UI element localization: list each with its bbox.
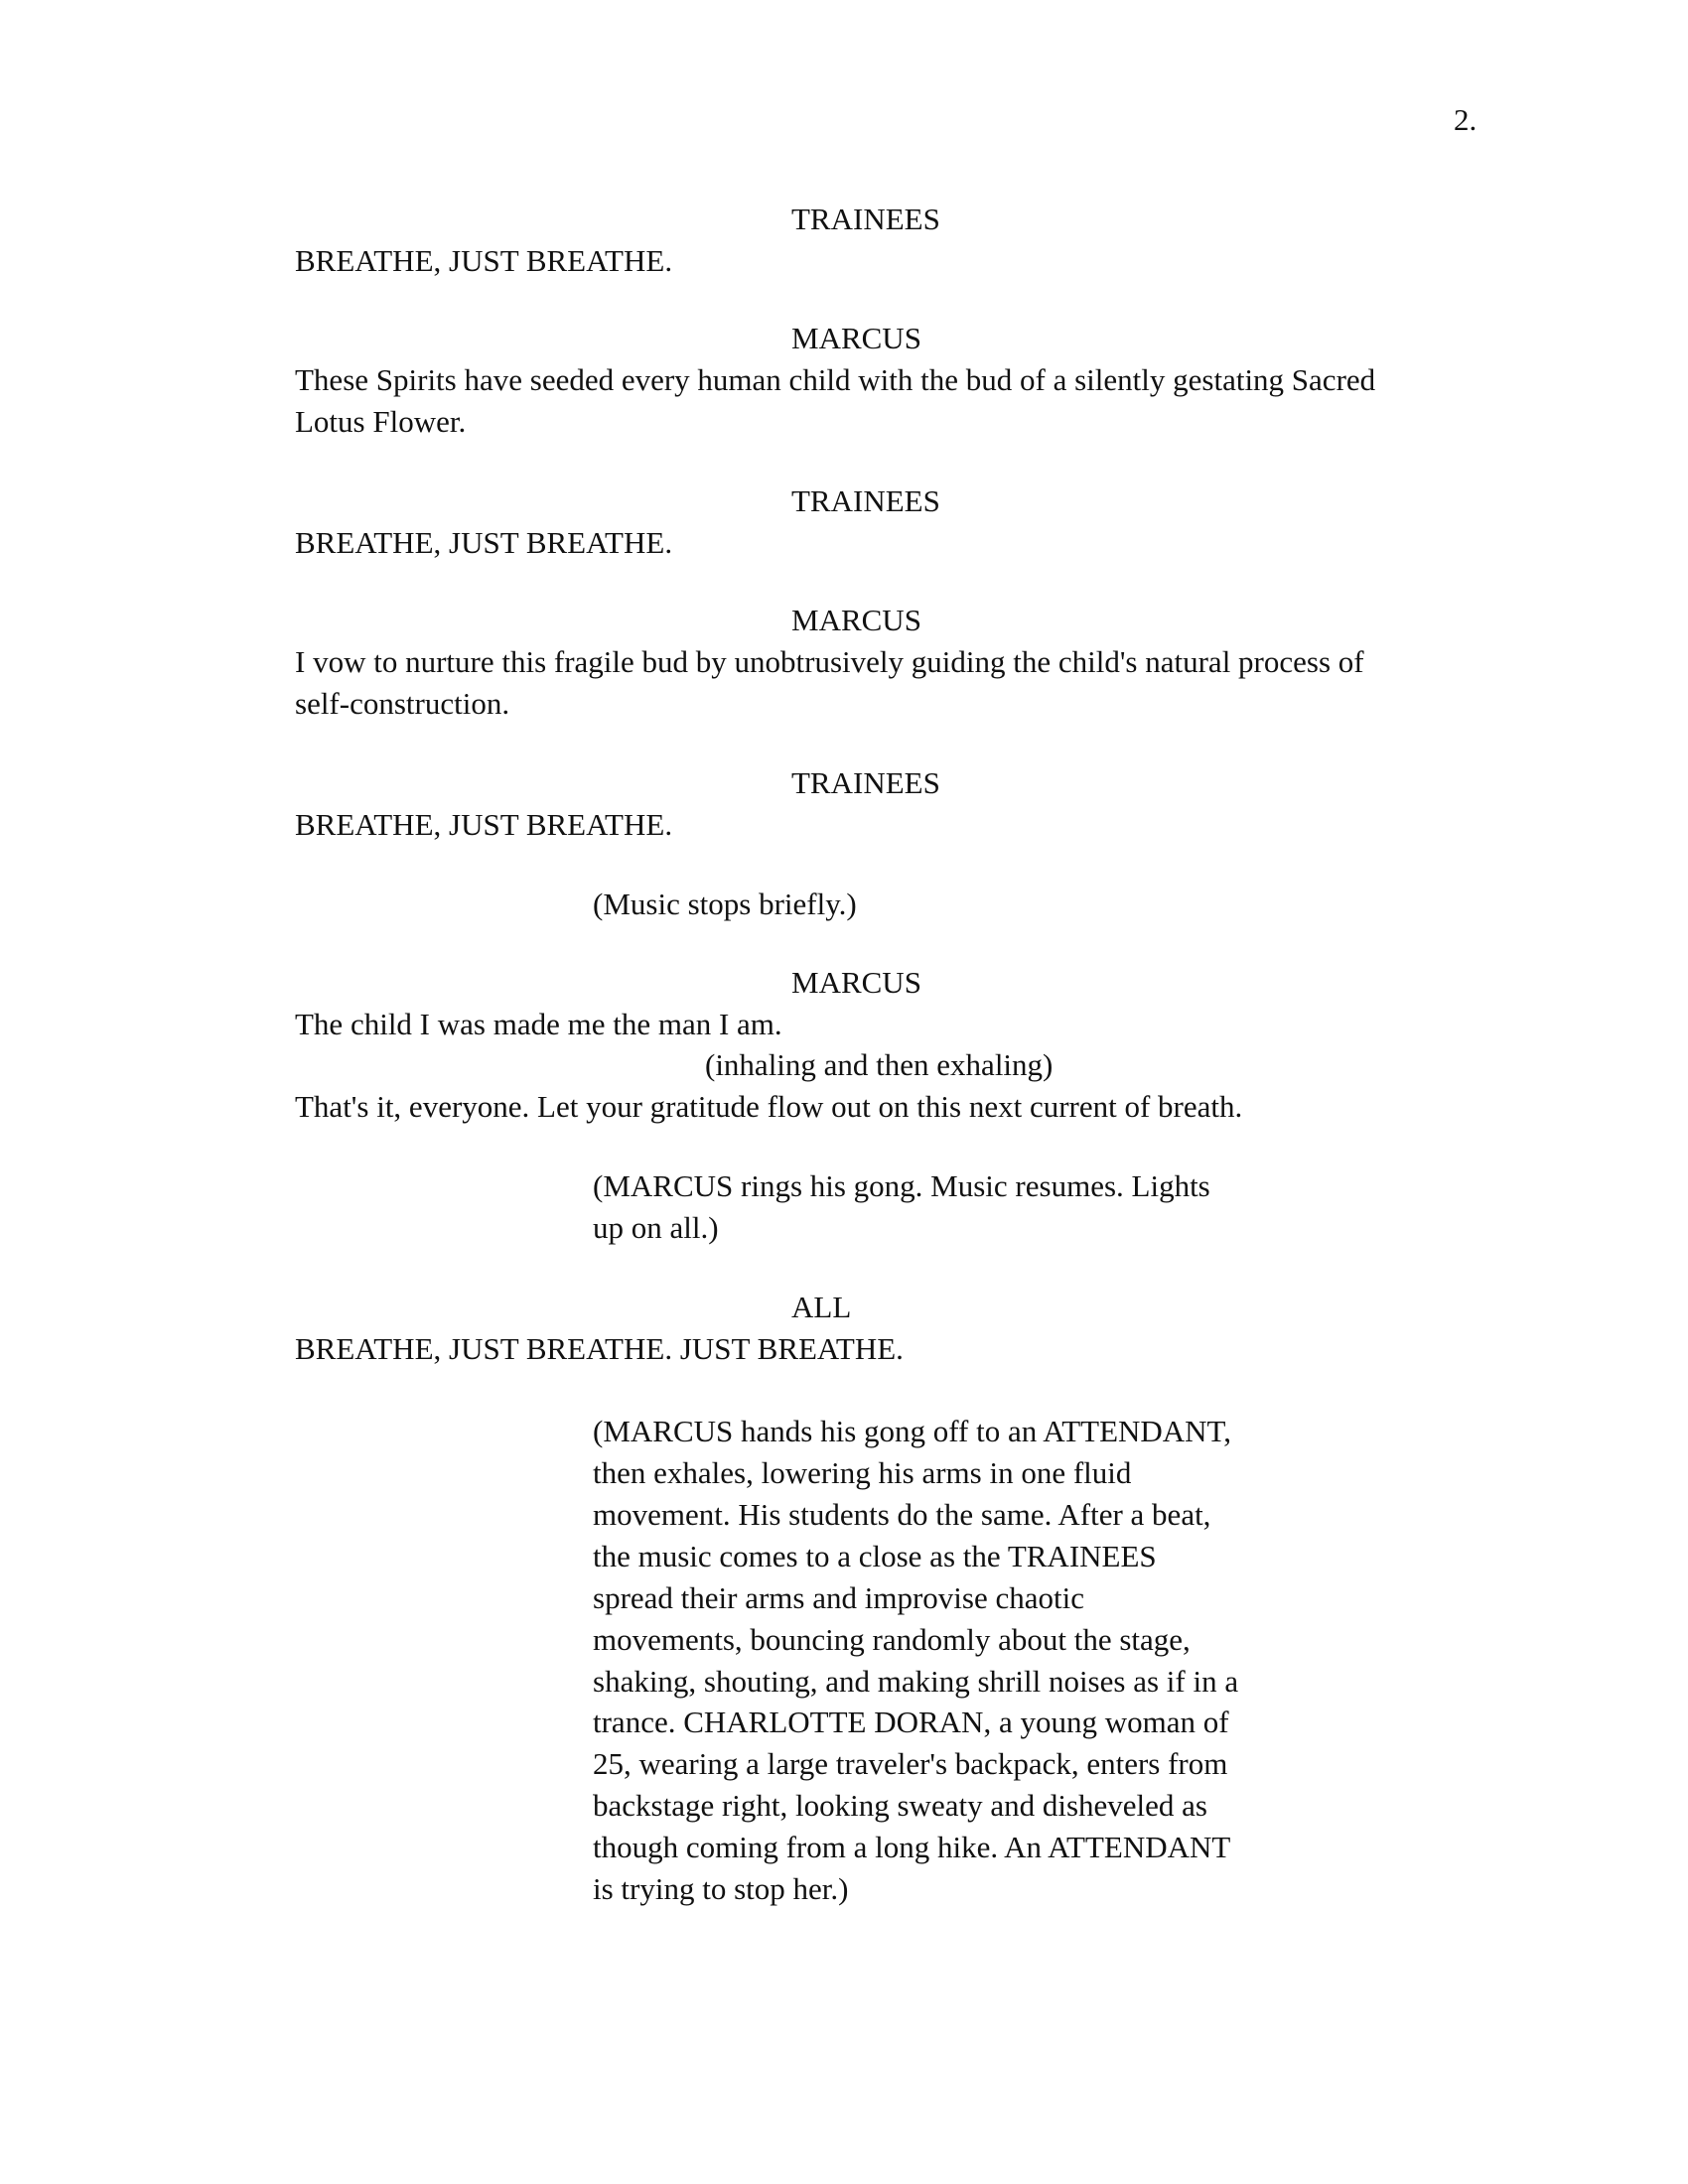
- character-name: MARCUS: [791, 321, 921, 355]
- dialogue-line: The child I was made me the man I am.: [295, 1007, 782, 1041]
- stage-direction: (MARCUS hands his gong off to an ATTENDANT,: [593, 1414, 1231, 1448]
- stage-direction: is trying to stop her.): [593, 1871, 849, 1906]
- page-number: 2.: [1454, 102, 1477, 137]
- character-name: TRAINEES: [791, 202, 940, 236]
- dialogue-line: BREATHE, JUST BREATHE.: [295, 243, 673, 278]
- stage-direction: then exhales, lowering his arms in one fluid: [593, 1455, 1132, 1490]
- stage-direction: shaking, shouting, and making shrill noises as if in a: [593, 1664, 1239, 1699]
- stage-direction: spread their arms and improvise chaotic: [593, 1580, 1084, 1615]
- character-name: ALL: [791, 1290, 852, 1324]
- parenthetical: (inhaling and then exhaling): [705, 1047, 1054, 1082]
- character-name: TRAINEES: [791, 765, 940, 800]
- stage-direction: (Music stops briefly.): [593, 887, 857, 921]
- stage-direction: movement. His students do the same. After a beat,: [593, 1497, 1211, 1532]
- stage-direction: 25, wearing a large traveler's backpack, enters from: [593, 1746, 1228, 1781]
- dialogue-line: BREATHE, JUST BREATHE. JUST BREATHE.: [295, 1331, 904, 1366]
- stage-direction: movements, bouncing randomly about the stage,: [593, 1622, 1191, 1657]
- stage-direction: up on all.): [593, 1210, 719, 1245]
- dialogue-line: BREATHE, JUST BREATHE.: [295, 807, 673, 842]
- stage-direction: (MARCUS rings his gong. Music resumes. Lights: [593, 1168, 1210, 1203]
- dialogue-line: That's it, everyone. Let your gratitude flow out on this next current of breath.: [295, 1089, 1243, 1124]
- dialogue-line: These Spirits have seeded every human child with the bud of a silently gestating Sacred: [295, 362, 1376, 397]
- character-name: TRAINEES: [791, 483, 940, 518]
- stage-direction: though coming from a long hike. An ATTENDANT: [593, 1830, 1231, 1864]
- stage-direction: the music comes to a close as the TRAINEES: [593, 1539, 1157, 1573]
- dialogue-line: self-construction.: [295, 686, 510, 721]
- dialogue-line: Lotus Flower.: [295, 404, 467, 439]
- stage-direction: backstage right, looking sweaty and disheveled as: [593, 1788, 1207, 1823]
- character-name: MARCUS: [791, 603, 921, 637]
- dialogue-line: I vow to nurture this fragile bud by unobtrusively guiding the child's natural process of: [295, 644, 1364, 679]
- character-name: MARCUS: [791, 965, 921, 1000]
- stage-direction: trance. CHARLOTTE DORAN, a young woman of: [593, 1705, 1229, 1739]
- dialogue-line: BREATHE, JUST BREATHE.: [295, 525, 673, 560]
